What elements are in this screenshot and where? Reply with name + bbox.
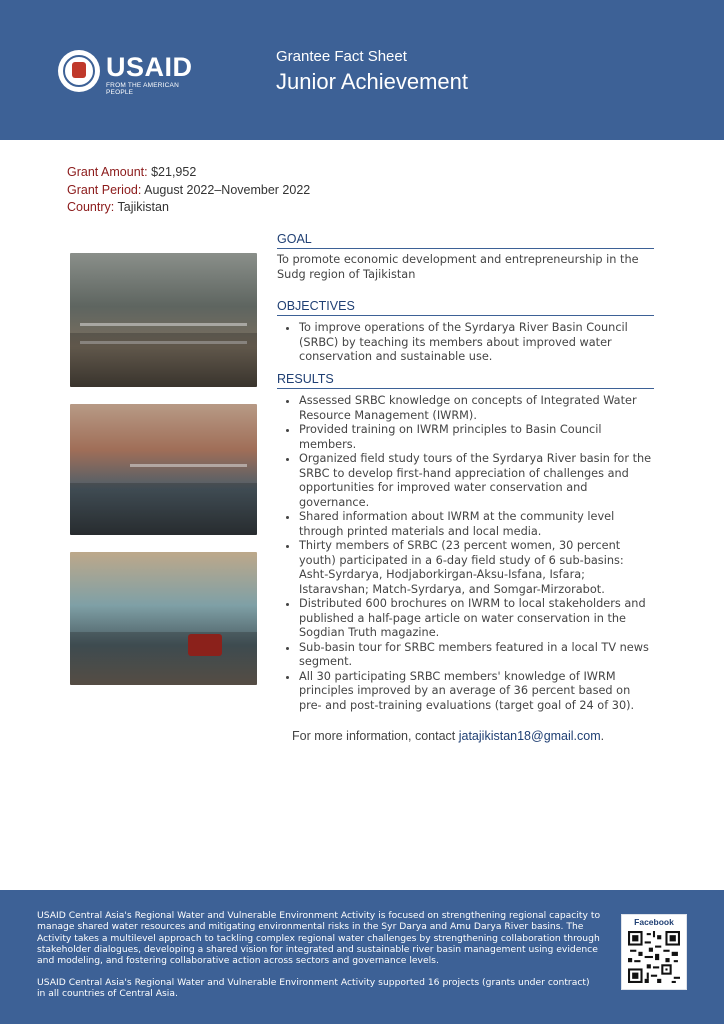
contact-email-link[interactable]: jatajikistan18@gmail.com: [458, 729, 601, 743]
results-heading: RESULTS: [277, 372, 654, 389]
footer-banner: [0, 890, 724, 1024]
result-item: • Assessed SRBC knowledge on concepts of Integrated Water Resource Management (IWRM).: [299, 394, 654, 423]
footer-paragraph-1: USAID Central Asia's Regional Water and Vulnerable Environment Activity is focused on strengthening regional capacity to manage shared water resources and mitigating environmental risks in the Syr Darya and Amu Darya River basins. The Activity takes a multilevel approach to tackling complex regional water challenges by strengthening collaboration through stakeholder dialogues, developing a shared vision for integrated and sustainable river basin management using evidence and modeling, and fostering collaborative action across sectors and governance levels.: [37, 910, 601, 967]
grant-country: [67, 199, 310, 217]
objectives-list: [277, 321, 654, 365]
goal-section: [277, 232, 654, 282]
photo-field-visit-walkway: [70, 253, 257, 387]
result-item: • All 30 participating SRBC members' knowledge of IWRM principles improved by an average of 36 percent based on pre- and post-training evaluations (target goal of 24 of 30).: [299, 670, 654, 714]
results-section: [277, 372, 654, 713]
result-item: • Shared information about IWRM at the community level through printed materials and local media.: [299, 510, 654, 539]
objective-item: • To improve operations of the Syrdarya River Basin Council (SRBC) by teaching its members about improved water conservation and sustainable use.: [299, 321, 654, 365]
photo-pump-station-group: [70, 404, 257, 535]
grant-country-value: Tajikistan: [117, 200, 169, 214]
logo-wordmark: USAID: [106, 52, 193, 82]
result-item: • Thirty members of SRBC (23 percent women, 30 percent youth) participated in a 6-day field study of 6 sub-basins: Asht-Syrdarya, Hodjaborkirgan-Aksu-Isfana, Isfara; Istaravshan; Match-Syrdarya, and Somgar-Mirzorabot.: [299, 539, 654, 597]
grant-amount-label: Grant Amount:: [67, 165, 148, 179]
objectives-section: [277, 299, 654, 365]
grant-period: [67, 182, 310, 200]
contact-end: .: [600, 729, 605, 743]
grant-details: [67, 164, 310, 217]
facebook-label: Facebook: [634, 917, 674, 927]
contact-text: For more information, contact: [292, 729, 459, 743]
grant-country-label: Country:: [67, 200, 115, 214]
grant-amount: [67, 164, 310, 182]
usaid-logo: [58, 50, 208, 94]
header-banner: [0, 0, 724, 140]
result-item: • Provided training on IWRM principles to Basin Council members.: [299, 423, 654, 452]
objectives-heading: OBJECTIVES: [277, 299, 654, 316]
goal-text: To promote economic development and entrepreneurship in the Sudg region of Tajikistan: [277, 253, 639, 281]
logo-tagline: FROM THE AMERICAN PEOPLE: [106, 82, 179, 96]
photo-turbine-hall-group: [70, 552, 257, 685]
grant-period-value: August 2022–November 2022: [144, 182, 311, 197]
contact-line: [292, 729, 604, 743]
result-item: • Organized field study tours of the Syrdarya River basin for the SRBC to develop first-hand appreciation of challenges and opportunities for improved water conservation and governance.: [299, 452, 654, 510]
goal-heading: GOAL: [277, 232, 654, 249]
grant-amount-value: $21,952: [151, 165, 197, 179]
result-item: • Sub-basin tour for SRBC members featured in a local TV news segment.: [299, 641, 654, 670]
results-list: [277, 394, 654, 713]
footer-paragraph-2: USAID Central Asia's Regional Water and Vulnerable Environment Activity supported 16 projects (grants under contract) in all countries of Central Asia.: [37, 977, 590, 1000]
qr-code-icon: [628, 931, 680, 983]
header-subtitle: Grantee Fact Sheet: [276, 48, 407, 65]
header-title: Junior Achievement: [276, 69, 468, 94]
facebook-qr-box[interactable]: [621, 914, 687, 990]
grant-period-label: Grant Period:: [67, 182, 142, 197]
usaid-seal-icon: [58, 50, 100, 92]
result-item: • Distributed 600 brochures on IWRM to local stakeholders and published a half-page article on water conservation in the Sogdian Truth magazine.: [299, 597, 654, 641]
